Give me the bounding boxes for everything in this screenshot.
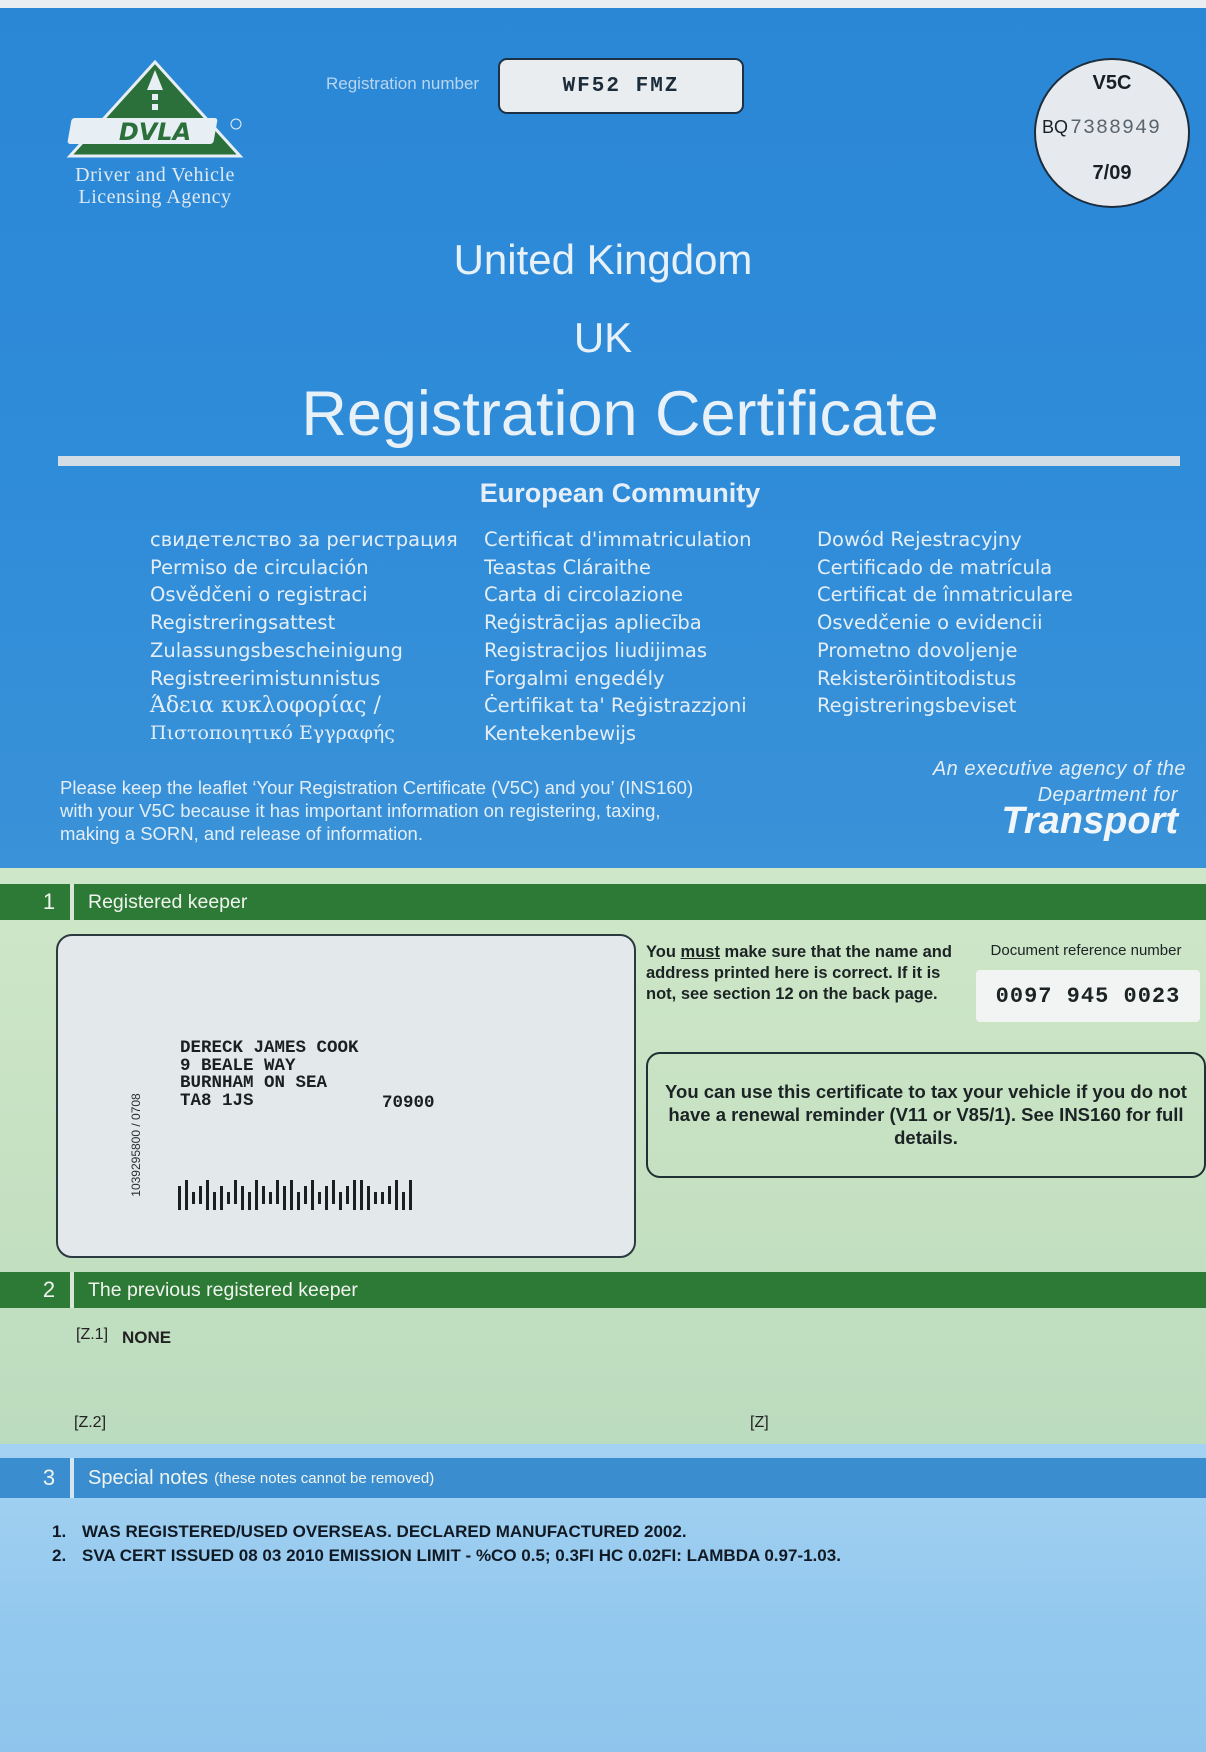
leaflet-line: Please keep the leaflet ‘Your Registration Certificate (V5C) and you’ (INS160): [60, 777, 694, 798]
serial-digits: 7388949: [1070, 117, 1162, 140]
note-number: 1.: [52, 1522, 67, 1541]
note-emphasis: must: [680, 943, 720, 961]
translation-item: Certificat de înmatriculare: [817, 583, 1073, 607]
translation-item: Certificado de matrícula: [817, 555, 1053, 579]
logo-text: DVLA: [118, 118, 192, 146]
agency-name-line1: Driver and Vehicle: [75, 164, 235, 186]
field-z2-label: [Z.2]: [74, 1414, 107, 1431]
note-text: SVA CERT ISSUED 08 03 2010 EMISSION LIMIT - %CO 0.5; 0.3FI HC 0.02FI: LAMBDA 0.97-1.03.: [82, 1546, 841, 1565]
country-code-title: UK: [573, 314, 633, 361]
form-code: V5C: [1092, 72, 1132, 94]
note-post: make sure that the name and address printed here is correct. If it is not, see section 12 on the back page.: [646, 943, 952, 1003]
tax-info-box: [646, 1052, 1206, 1178]
agency-statement-line1: An executive agency of the: [932, 758, 1186, 780]
translation-item: Osvědčeni o registraci: [150, 583, 368, 607]
leaflet-note: [60, 776, 820, 845]
section-number: 1: [28, 884, 74, 920]
department-name: Transport: [1001, 800, 1178, 842]
postal-barcode: [178, 1180, 438, 1210]
translation-item: Dowód Rejestracyjny: [817, 528, 1022, 551]
dvla-logo-icon: [60, 60, 250, 164]
translation-item: Registreerimistunnistus: [150, 666, 381, 690]
translation-item: Rekisteröintitodistus: [817, 666, 1017, 690]
translation-item: Certificat d'immatriculation: [484, 528, 752, 551]
document-title: Registration Certificate: [301, 379, 939, 449]
section-1-header: [0, 884, 1206, 920]
registration-number-value: WF52 FMZ: [498, 58, 744, 114]
translation-item: Ċertifikat ta' Reġistrazzjoni: [484, 694, 747, 718]
mail-code-text: 1039295800 / 0708: [129, 1093, 143, 1197]
serial-prefix: BQ: [1042, 117, 1069, 137]
previous-keeper-value: NONE: [122, 1328, 172, 1347]
section-number: 3: [28, 1458, 74, 1498]
section-2-header: [0, 1272, 1206, 1308]
dvla-logo: [60, 60, 250, 210]
translation-item: Carta di circolazione: [484, 583, 684, 607]
translation-item: Registracijos liudijimas: [484, 638, 708, 662]
translation-item: Prometno dovoljenje: [817, 638, 1018, 662]
keeper-town: BURNHAM ON SEA: [180, 1073, 328, 1093]
translation-column-2: [484, 526, 751, 748]
translation-item: Reģistrācijas apliecība: [484, 611, 702, 635]
section-title-text: Special notes: [88, 1466, 209, 1489]
translation-item: Permiso de circulación: [150, 555, 369, 579]
translation-item: Πιστοποιητικό Εγγραφής: [150, 721, 395, 744]
section-title: Registered keeper: [88, 890, 248, 913]
translation-item: Kentekenbewijs: [484, 721, 637, 745]
translation-item: Άδεια κυκλοφορίας /: [150, 693, 381, 719]
title-divider: [58, 456, 1180, 466]
address-check-note: [646, 942, 966, 1005]
keeper-address: [180, 1040, 359, 1110]
note-pre: You: [646, 943, 681, 961]
translation-column-3: [817, 526, 1073, 720]
translation-item: Osvedčenie o evidencii: [817, 611, 1043, 635]
address-code: 70900: [382, 1093, 435, 1113]
field-z1-label: [Z.1]: [76, 1326, 109, 1343]
translation-item: Forgalmi engedély: [484, 666, 665, 690]
section-number: 2: [28, 1272, 74, 1308]
form-date: 7/09: [1092, 162, 1132, 184]
document-reference-label: Document reference number: [990, 942, 1182, 959]
translation-column-1: [150, 526, 458, 748]
registration-number-label: Registration number: [326, 74, 480, 93]
section-3-header: [0, 1458, 1206, 1498]
leaflet-line: with your V5C because it has important information on registering, taxing,: [60, 800, 661, 821]
list-item: [52, 1520, 841, 1544]
tax-info-text: You can use this certificate to tax your vehicle if you do not have a renewal reminder (V11 or V85/1). See INS160 for full details.: [665, 1081, 1187, 1148]
keeper-name: DERECK JAMES COOK: [180, 1038, 359, 1058]
form-code-stamp: [1034, 58, 1190, 208]
note-text: WAS REGISTERED/USED OVERSEAS. DECLARED MANUFACTURED 2002.: [82, 1522, 687, 1541]
address-window: [56, 934, 636, 1258]
section-title: The previous registered keeper: [88, 1278, 358, 1301]
keeper-street: 9 BEALE WAY: [180, 1055, 296, 1076]
top-paper-edge: [0, 0, 1206, 8]
agency-name-line2: Licensing Agency: [78, 186, 232, 208]
leaflet-line: making a SORN, and release of information.: [60, 823, 423, 844]
document-reference-value: 0097 945 0023: [976, 970, 1200, 1022]
serial-number: [1042, 117, 1161, 140]
translation-item: свидетелство за регистрация: [150, 528, 458, 551]
keeper-postcode: TA8 1JS: [180, 1090, 254, 1111]
special-notes-list: [52, 1520, 841, 1568]
translation-item: Zulassungsbescheinigung: [150, 638, 403, 662]
translation-item: Registreringsbeviset: [817, 694, 1017, 718]
mail-code: [128, 1080, 148, 1220]
country-title: United Kingdom: [453, 236, 753, 283]
section-subtitle: (these notes cannot be removed): [214, 1469, 435, 1487]
translation-item: Teastas Cláraithe: [484, 555, 652, 579]
note-number: 2.: [52, 1546, 67, 1565]
translation-item: Registreringsattest: [150, 611, 336, 635]
list-item: [52, 1544, 841, 1568]
community-title: European Community: [479, 478, 761, 508]
field-z-label: [Z]: [750, 1414, 769, 1431]
section-title: [88, 1458, 434, 1498]
agency-statement-line2: Department for: [1037, 784, 1178, 806]
